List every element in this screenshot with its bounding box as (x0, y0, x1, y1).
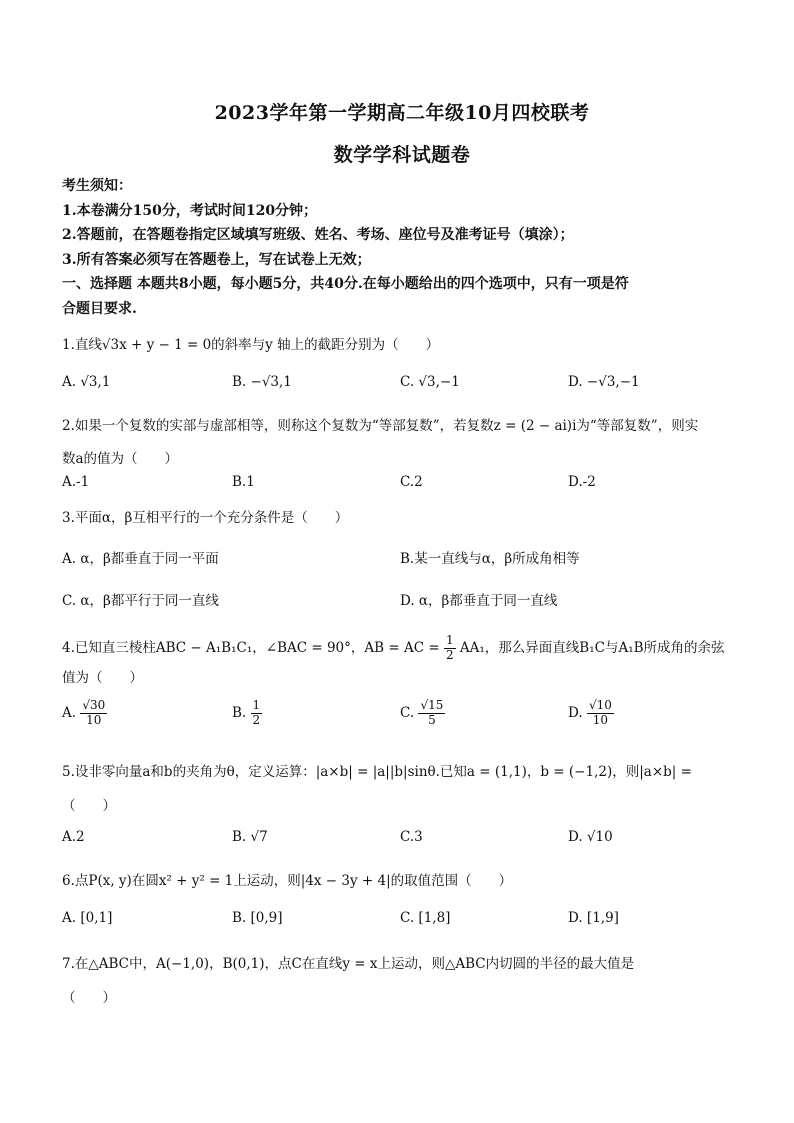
question-2-continued: 数a的值为（ ） (62, 451, 179, 467)
q2-option-d: D.-2 (568, 474, 596, 490)
question-4 (62, 634, 725, 663)
fraction-numerator: 1 (252, 698, 261, 712)
question-7: 7.在△ABC中，A(−1,0)，B(0,1)，点C在直线y = x上运动，则△ABC内切圆的半径的最大值是 (62, 956, 635, 972)
option-fraction (80, 699, 107, 728)
question-6: 6.点P(x, y)在圆x² + y² = 1上运动，则|4x − 3y + 4|的取值范围（ ） (62, 873, 513, 889)
exam-title: 2023学年第一学期高二年级10月四校联考 (214, 102, 590, 124)
fraction-denominator: 10 (592, 712, 609, 727)
q3-option-d: D. α，β都垂直于同一直线 (400, 593, 558, 609)
question-3: 3.平面α，β互相平行的一个充分条件是（ ） (62, 510, 349, 526)
exam-subtitle: 数学学科试题卷 (333, 144, 471, 166)
question-4-fraction (444, 634, 456, 663)
fraction-numerator: √10 (588, 698, 612, 712)
q1-option-b: B. −√3,1 (232, 374, 292, 390)
question-4-continued: 值为（ ） (62, 670, 143, 686)
section1-instructions-line2: 合题目要求. (62, 301, 137, 317)
q5-option-b: B. √7 (232, 829, 268, 845)
option-label: A. (62, 704, 77, 721)
notice-item-1: 1.本卷满分150分，考试时间120分钟； (62, 203, 318, 219)
q4-option-a (62, 699, 107, 728)
fraction-denominator: 5 (428, 712, 436, 727)
question-5: 5.设非零向量a和b的夹角为θ，定义运算：|a×b| = |a||b|sinθ.已知a = (1,1)，b = (−1,2)，则|a×b| = (62, 764, 692, 780)
option-fraction (418, 699, 445, 728)
notice-item-3: 3.所有答案必须写在答题卷上，写在试卷上无效； (62, 252, 371, 268)
q3-option-c: C. α，β都平行于同一直线 (62, 593, 219, 609)
q5-option-d: D. √10 (568, 829, 613, 845)
q1-option-c: C. √3,−1 (400, 374, 460, 390)
section1-instructions-line1: 一、选择题 本题共8小题，每小题5分，共40分.在每小题给出的四个选项中，只有一项是符 (62, 276, 629, 292)
fraction-denominator: 2 (252, 712, 261, 727)
q5-option-c: C.3 (400, 829, 423, 845)
question-2: 2.如果一个复数的实部与虚部相等，则称这个复数为“等部复数”，若复数z = (2 − ai)i为“等部复数”，则实 (62, 418, 699, 434)
option-label: C. (400, 704, 415, 721)
q4-option-d (568, 699, 614, 728)
question-7-continued: （ ） (62, 990, 116, 1006)
q6-option-a: A. [0,1] (62, 910, 113, 926)
question-5-continued: （ ） (62, 798, 116, 814)
q5-option-a: A.2 (62, 829, 85, 845)
q3-option-b: B.某一直线与α，β所成角相等 (400, 551, 580, 567)
question-1: 1.直线√3x + y − 1 = 0的斜率与y 轴上的截距分别为（ ） (62, 337, 440, 353)
notice-item-2: 2.答题前，在答题卷指定区域填写班级、姓名、考场、座位号及准考证号（填涂）； (62, 227, 574, 243)
option-fraction (587, 699, 614, 728)
q1-option-d: D. −√3,−1 (568, 374, 640, 390)
option-label: D. (568, 704, 583, 721)
q4-option-b (232, 699, 262, 728)
fraction-numerator: 1 (445, 633, 454, 647)
q6-option-b: B. [0,9] (232, 910, 283, 926)
question-4-part-a: 4.已知直三棱柱ABC − A₁B₁C₁，∠BAC = 90°，AB = AC = (62, 639, 440, 656)
q6-option-c: C. [1,8] (400, 910, 451, 926)
notice-heading: 考生须知： (62, 178, 132, 194)
question-4-part-b: AA₁，那么异面直线B₁C与A₁B所成角的余弦 (459, 639, 725, 656)
q2-option-b: B.1 (232, 474, 255, 490)
option-fraction (251, 699, 263, 728)
q3-option-a: A. α，β都垂直于同一平面 (62, 551, 219, 567)
option-label: B. (232, 704, 247, 721)
q1-option-a: A. √3,1 (62, 374, 111, 390)
q2-option-a: A.-1 (62, 474, 90, 490)
fraction-denominator: 2 (445, 647, 454, 662)
fraction-numerator: √30 (82, 698, 106, 712)
q4-option-c (400, 699, 445, 728)
fraction-denominator: 10 (86, 712, 102, 727)
fraction-numerator: √15 (420, 698, 444, 712)
q2-option-c: C.2 (400, 474, 423, 490)
q6-option-d: D. [1,9] (568, 910, 619, 926)
